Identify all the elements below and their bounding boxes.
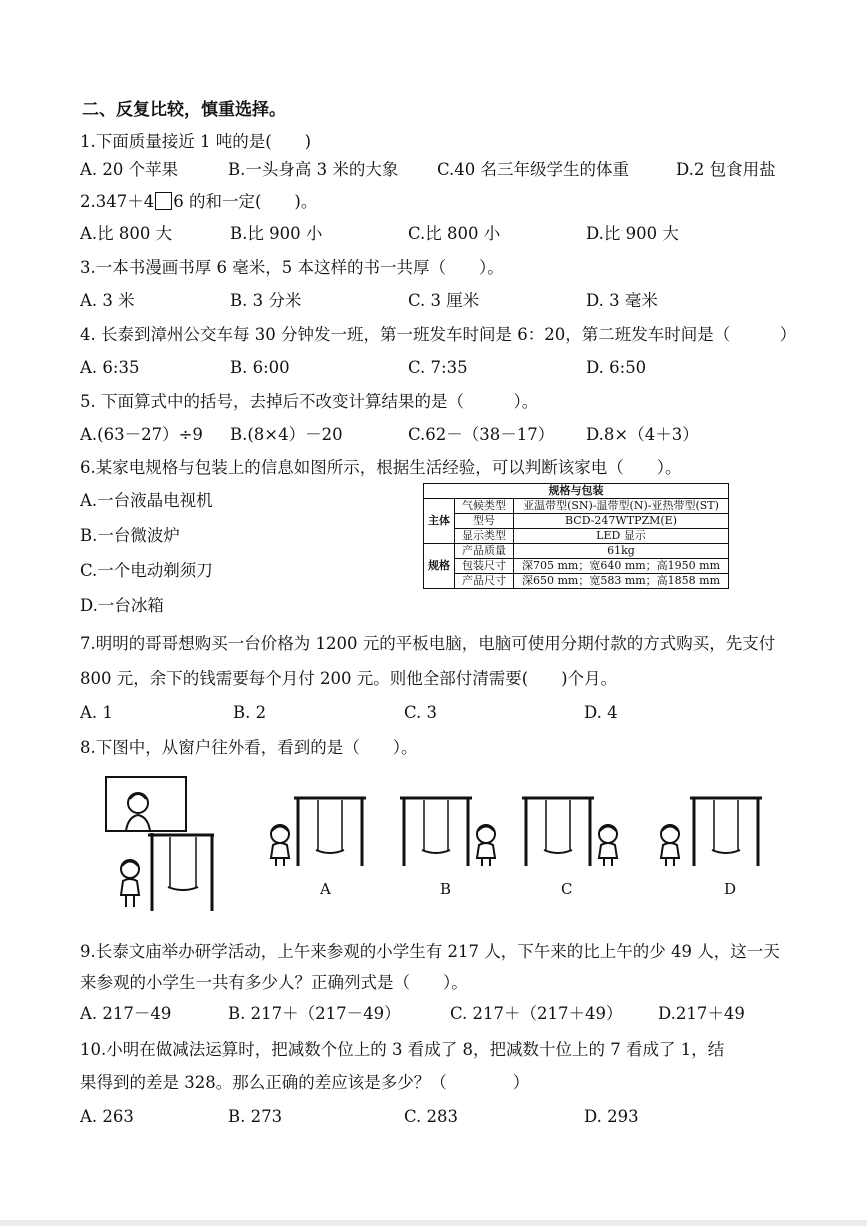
q4-stem: 4. 长泰到漳州公交车每 30 分钟发一班，第一班发车时间是 6：20，第二班发车时间是（ ） (80, 325, 797, 344)
q2-option-d[interactable]: D.比 900 大 (586, 224, 679, 243)
q7-option-d[interactable]: D. 4 (584, 703, 618, 722)
q7-stem-line1: 7.明明的哥哥想购买一台价格为 1200 元的平板电脑，电脑可使用分期付款的方式购买，先支付 (80, 634, 776, 653)
spec-key: 气候类型 (455, 499, 514, 514)
spec-value: 61kg (514, 544, 729, 559)
blank-box (155, 192, 172, 210)
spec-side-main: 主体 (424, 499, 455, 544)
q5-option-c[interactable]: C.62－（38－17） (408, 425, 555, 444)
swing-option-a-figure (266, 794, 374, 874)
figure-label-d: D (724, 880, 737, 898)
spec-value: 深650 mm；宽583 mm；高1858 mm (514, 574, 729, 589)
swing-option-b-figure (400, 794, 508, 874)
q2-stem-post: 6 的和一定( )。 (173, 192, 318, 211)
q3-option-a[interactable]: A. 3 米 (80, 291, 135, 310)
q1-option-b[interactable]: B.一头身高 3 米的大象 (228, 160, 399, 179)
q1-stem: 1.下面质量接近 1 吨的是( ) (80, 132, 312, 151)
q2-option-a[interactable]: A.比 800 大 (80, 224, 173, 243)
q9-option-a[interactable]: A. 217－49 (80, 1004, 172, 1023)
q2-stem-pre: 2.347＋4 (80, 192, 155, 211)
q3-option-c[interactable]: C. 3 厘米 (408, 291, 480, 310)
spec-value: 深705 mm；宽640 mm；高1950 mm (514, 559, 729, 574)
q6-option-d[interactable]: D.一台冰箱 (80, 596, 164, 615)
q6-option-b[interactable]: B.一台微波炉 (80, 526, 180, 545)
q10-option-d[interactable]: D. 293 (584, 1107, 639, 1126)
q9-option-d[interactable]: D.217＋49 (658, 1004, 745, 1023)
q1-option-c[interactable]: C.40 名三年级学生的体重 (437, 160, 630, 179)
q6-stem: 6.某家电规格与包装上的信息如图所示，根据生活经验，可以判断该家电（ ）。 (80, 458, 682, 477)
spec-side-spec: 规格 (424, 544, 455, 589)
spec-value: BCD-247WTPZM(E) (514, 514, 729, 529)
q10-option-c[interactable]: C. 283 (404, 1107, 459, 1126)
q7-option-b[interactable]: B. 2 (233, 703, 267, 722)
window-scene-figure (104, 775, 216, 915)
q6-option-c[interactable]: C.一个电动剃须刀 (80, 561, 213, 580)
q5-option-b[interactable]: B.(8×4）－20 (230, 425, 343, 444)
q6-option-a[interactable]: A.一台液晶电视机 (80, 491, 213, 510)
spec-key: 产品尺寸 (455, 574, 514, 589)
q3-stem: 3.一本书漫画书厚 6 毫米，5 本这样的书一共厚（ ）。 (80, 258, 504, 277)
figure-label-a: A (320, 880, 331, 898)
q9-option-b[interactable]: B. 217＋（217－49） (228, 1004, 401, 1023)
q3-option-d[interactable]: D. 3 毫米 (586, 291, 658, 310)
q1-option-a[interactable]: A. 20 个苹果 (80, 160, 179, 179)
swing-option-d-figure (656, 794, 764, 874)
q7-option-c[interactable]: C. 3 (404, 703, 438, 722)
q10-stem-line2: 果得到的差是 328。那么正确的差应该是多少？（ ） (80, 1073, 530, 1092)
spec-key: 包装尺寸 (455, 559, 514, 574)
q8-stem: 8.下图中，从窗户往外看，看到的是（ ）。 (80, 738, 418, 757)
q4-option-b[interactable]: B. 6:00 (230, 358, 290, 377)
q4-option-a[interactable]: A. 6:35 (80, 358, 140, 377)
spec-key: 型号 (455, 514, 514, 529)
q4-option-d[interactable]: D. 6:50 (586, 358, 647, 377)
q5-option-a[interactable]: A.(63－27）÷9 (80, 425, 203, 444)
q2-option-b[interactable]: B.比 900 小 (230, 224, 323, 243)
q4-option-c[interactable]: C. 7:35 (408, 358, 468, 377)
q10-option-b[interactable]: B. 273 (228, 1107, 283, 1126)
swing-option-c-figure (522, 794, 630, 874)
q7-option-a[interactable]: A. 1 (80, 703, 113, 722)
spec-key: 显示类型 (455, 529, 514, 544)
q3-option-b[interactable]: B. 3 分米 (230, 291, 302, 310)
spec-table (423, 483, 729, 589)
spec-table-title: 规格与包装 (424, 484, 729, 499)
spec-value: LED 显示 (514, 529, 729, 544)
q9-stem-line2: 来参观的小学生一共有多少人？正确列式是（ ）。 (80, 973, 468, 992)
q10-option-a[interactable]: A. 263 (80, 1107, 134, 1126)
q7-stem-line2: 800 元，余下的钱需要每个月付 200 元。则他全部付清需要( )个月。 (80, 669, 618, 688)
q1-option-d[interactable]: D.2 包食用盐 (676, 160, 776, 179)
figure-label-c: C (561, 880, 573, 898)
window-frame (106, 777, 186, 831)
page-bottom-edge (0, 1220, 867, 1226)
figure-label-b: B (440, 880, 452, 898)
q5-option-d[interactable]: D.8×（4＋3） (586, 425, 699, 444)
section-title: 二、反复比较，慎重选择。 (82, 100, 286, 120)
q9-option-c[interactable]: C. 217＋（217＋49） (450, 1004, 623, 1023)
q10-stem-line1: 10.小明在做减法运算时，把减数个位上的 3 看成了 8，把减数十位上的 7 看成了 1，结 (80, 1040, 725, 1059)
q2-stem (80, 192, 317, 212)
spec-key: 产品质量 (455, 544, 514, 559)
q2-option-c[interactable]: C.比 800 小 (408, 224, 501, 243)
q5-stem: 5. 下面算式中的括号，去掉后不改变计算结果的是（ ）。 (80, 392, 539, 411)
q9-stem-line1: 9.长泰文庙举办研学活动，上午来参观的小学生有 217 人，下午来的比上午的少 49 人，这一天 (80, 942, 780, 961)
spec-value: 亚温带型(SN)-温带型(N)-亚热带型(ST) (514, 499, 729, 514)
